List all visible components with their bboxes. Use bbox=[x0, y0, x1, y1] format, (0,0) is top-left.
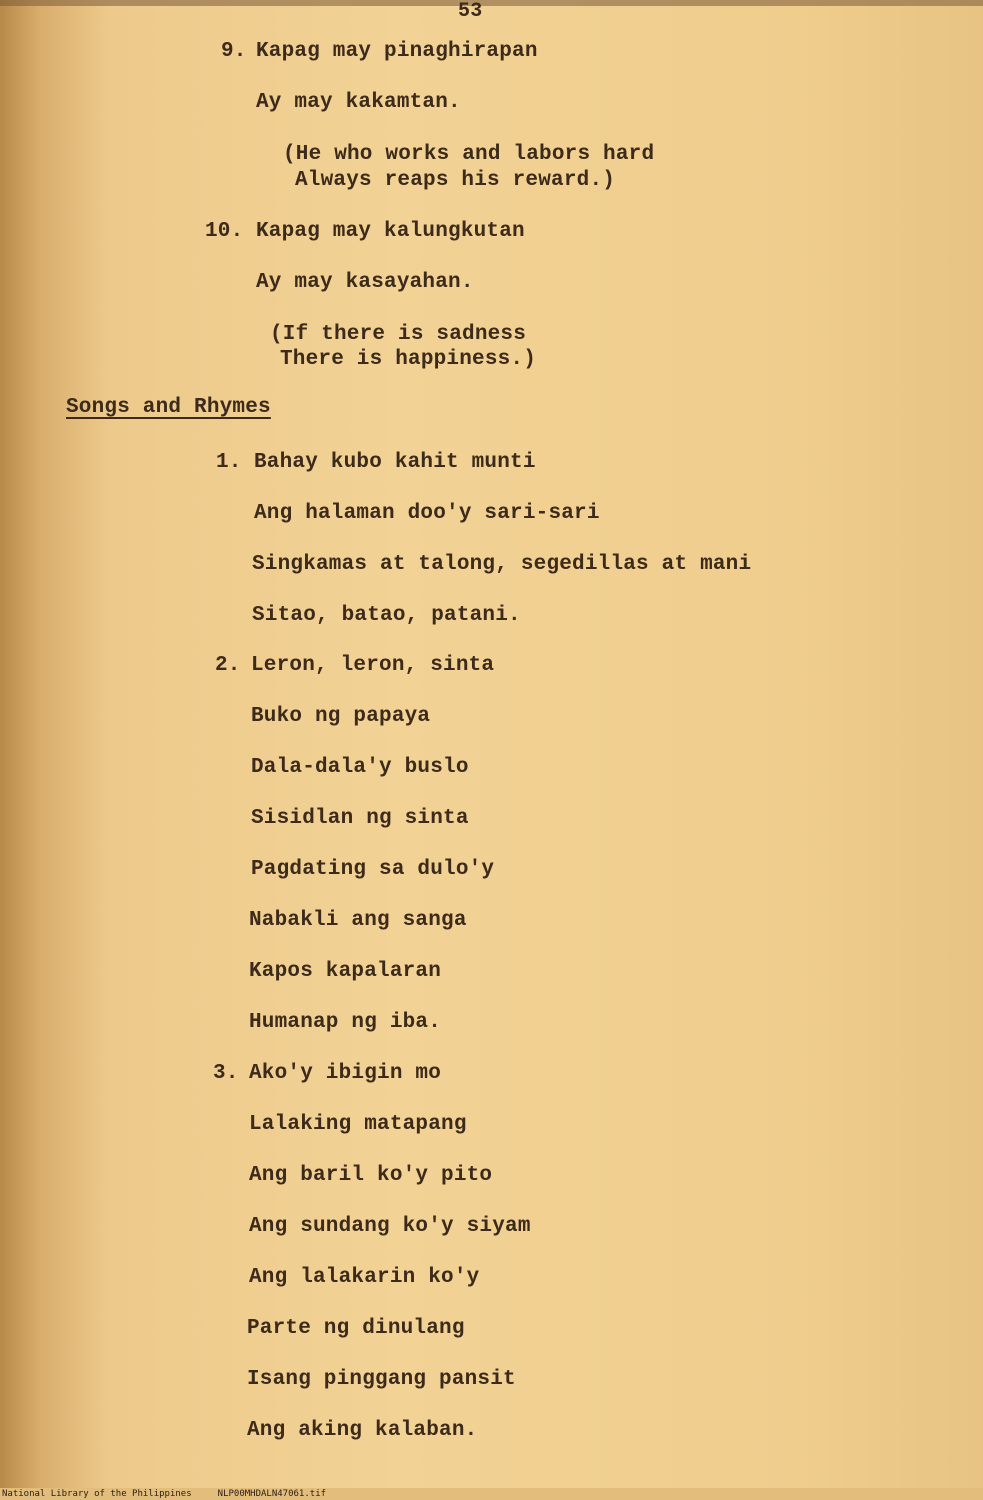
song-line: Ang baril ko'y pito bbox=[249, 1164, 493, 1187]
song-line: Nabakli ang sanga bbox=[249, 909, 467, 932]
page-top-edge bbox=[0, 0, 983, 6]
song-line: Humanap ng iba. bbox=[249, 1011, 442, 1034]
footer-filename: NLP00MHDALN47061.tif bbox=[217, 1489, 327, 1499]
proverb-line: Ay may kasayahan. bbox=[256, 271, 474, 294]
song-line: Sitao, batao, patani. bbox=[252, 604, 521, 627]
song-line: Dala-dala'y buslo bbox=[251, 756, 469, 779]
song-line: Ang halaman doo'y sari-sari bbox=[254, 502, 600, 525]
footer-source: National Library of the Philippines bbox=[2, 1489, 192, 1499]
song-line: Parte ng dinulang bbox=[247, 1317, 465, 1340]
song-number: 1. bbox=[216, 451, 242, 474]
song-line: Bahay kubo kahit munti bbox=[254, 451, 536, 474]
section-heading: Songs and Rhymes bbox=[66, 396, 271, 419]
song-number: 2. bbox=[215, 654, 241, 677]
song-line: Ang sundang ko'y siyam bbox=[249, 1215, 531, 1238]
song-line: Singkamas at talong, segedillas at mani bbox=[252, 553, 752, 576]
proverb-translation: (If there is sadness bbox=[270, 323, 527, 346]
song-line: Ang lalakarin ko'y bbox=[249, 1266, 480, 1289]
page-number: 53 bbox=[458, 0, 483, 23]
song-line: Lalaking matapang bbox=[249, 1113, 467, 1136]
proverb-translation: Always reaps his reward.) bbox=[295, 169, 616, 192]
proverb-line: Ay may kakamtan. bbox=[256, 91, 461, 114]
scan-footer bbox=[0, 1488, 983, 1500]
song-line: Ang aking kalaban. bbox=[247, 1419, 478, 1442]
song-line: Kapos kapalaran bbox=[249, 960, 442, 983]
song-line: Pagdating sa dulo'y bbox=[251, 858, 495, 881]
song-line: Ako'y ibigin mo bbox=[249, 1062, 442, 1085]
song-number: 3. bbox=[213, 1062, 239, 1085]
proverb-number: 10. bbox=[205, 220, 244, 243]
song-line: Isang pinggang pansit bbox=[247, 1368, 516, 1391]
proverb-translation: (He who works and labors hard bbox=[283, 143, 655, 166]
proverb-line: Kapag may kalungkutan bbox=[256, 220, 525, 243]
proverb-line: Kapag may pinaghirapan bbox=[256, 40, 538, 63]
song-line: Sisidlan ng sinta bbox=[251, 807, 469, 830]
proverb-translation: There is happiness.) bbox=[280, 348, 537, 371]
song-line: Leron, leron, sinta bbox=[251, 654, 495, 677]
proverb-number: 9. bbox=[221, 40, 247, 63]
song-line: Buko ng papaya bbox=[251, 705, 431, 728]
